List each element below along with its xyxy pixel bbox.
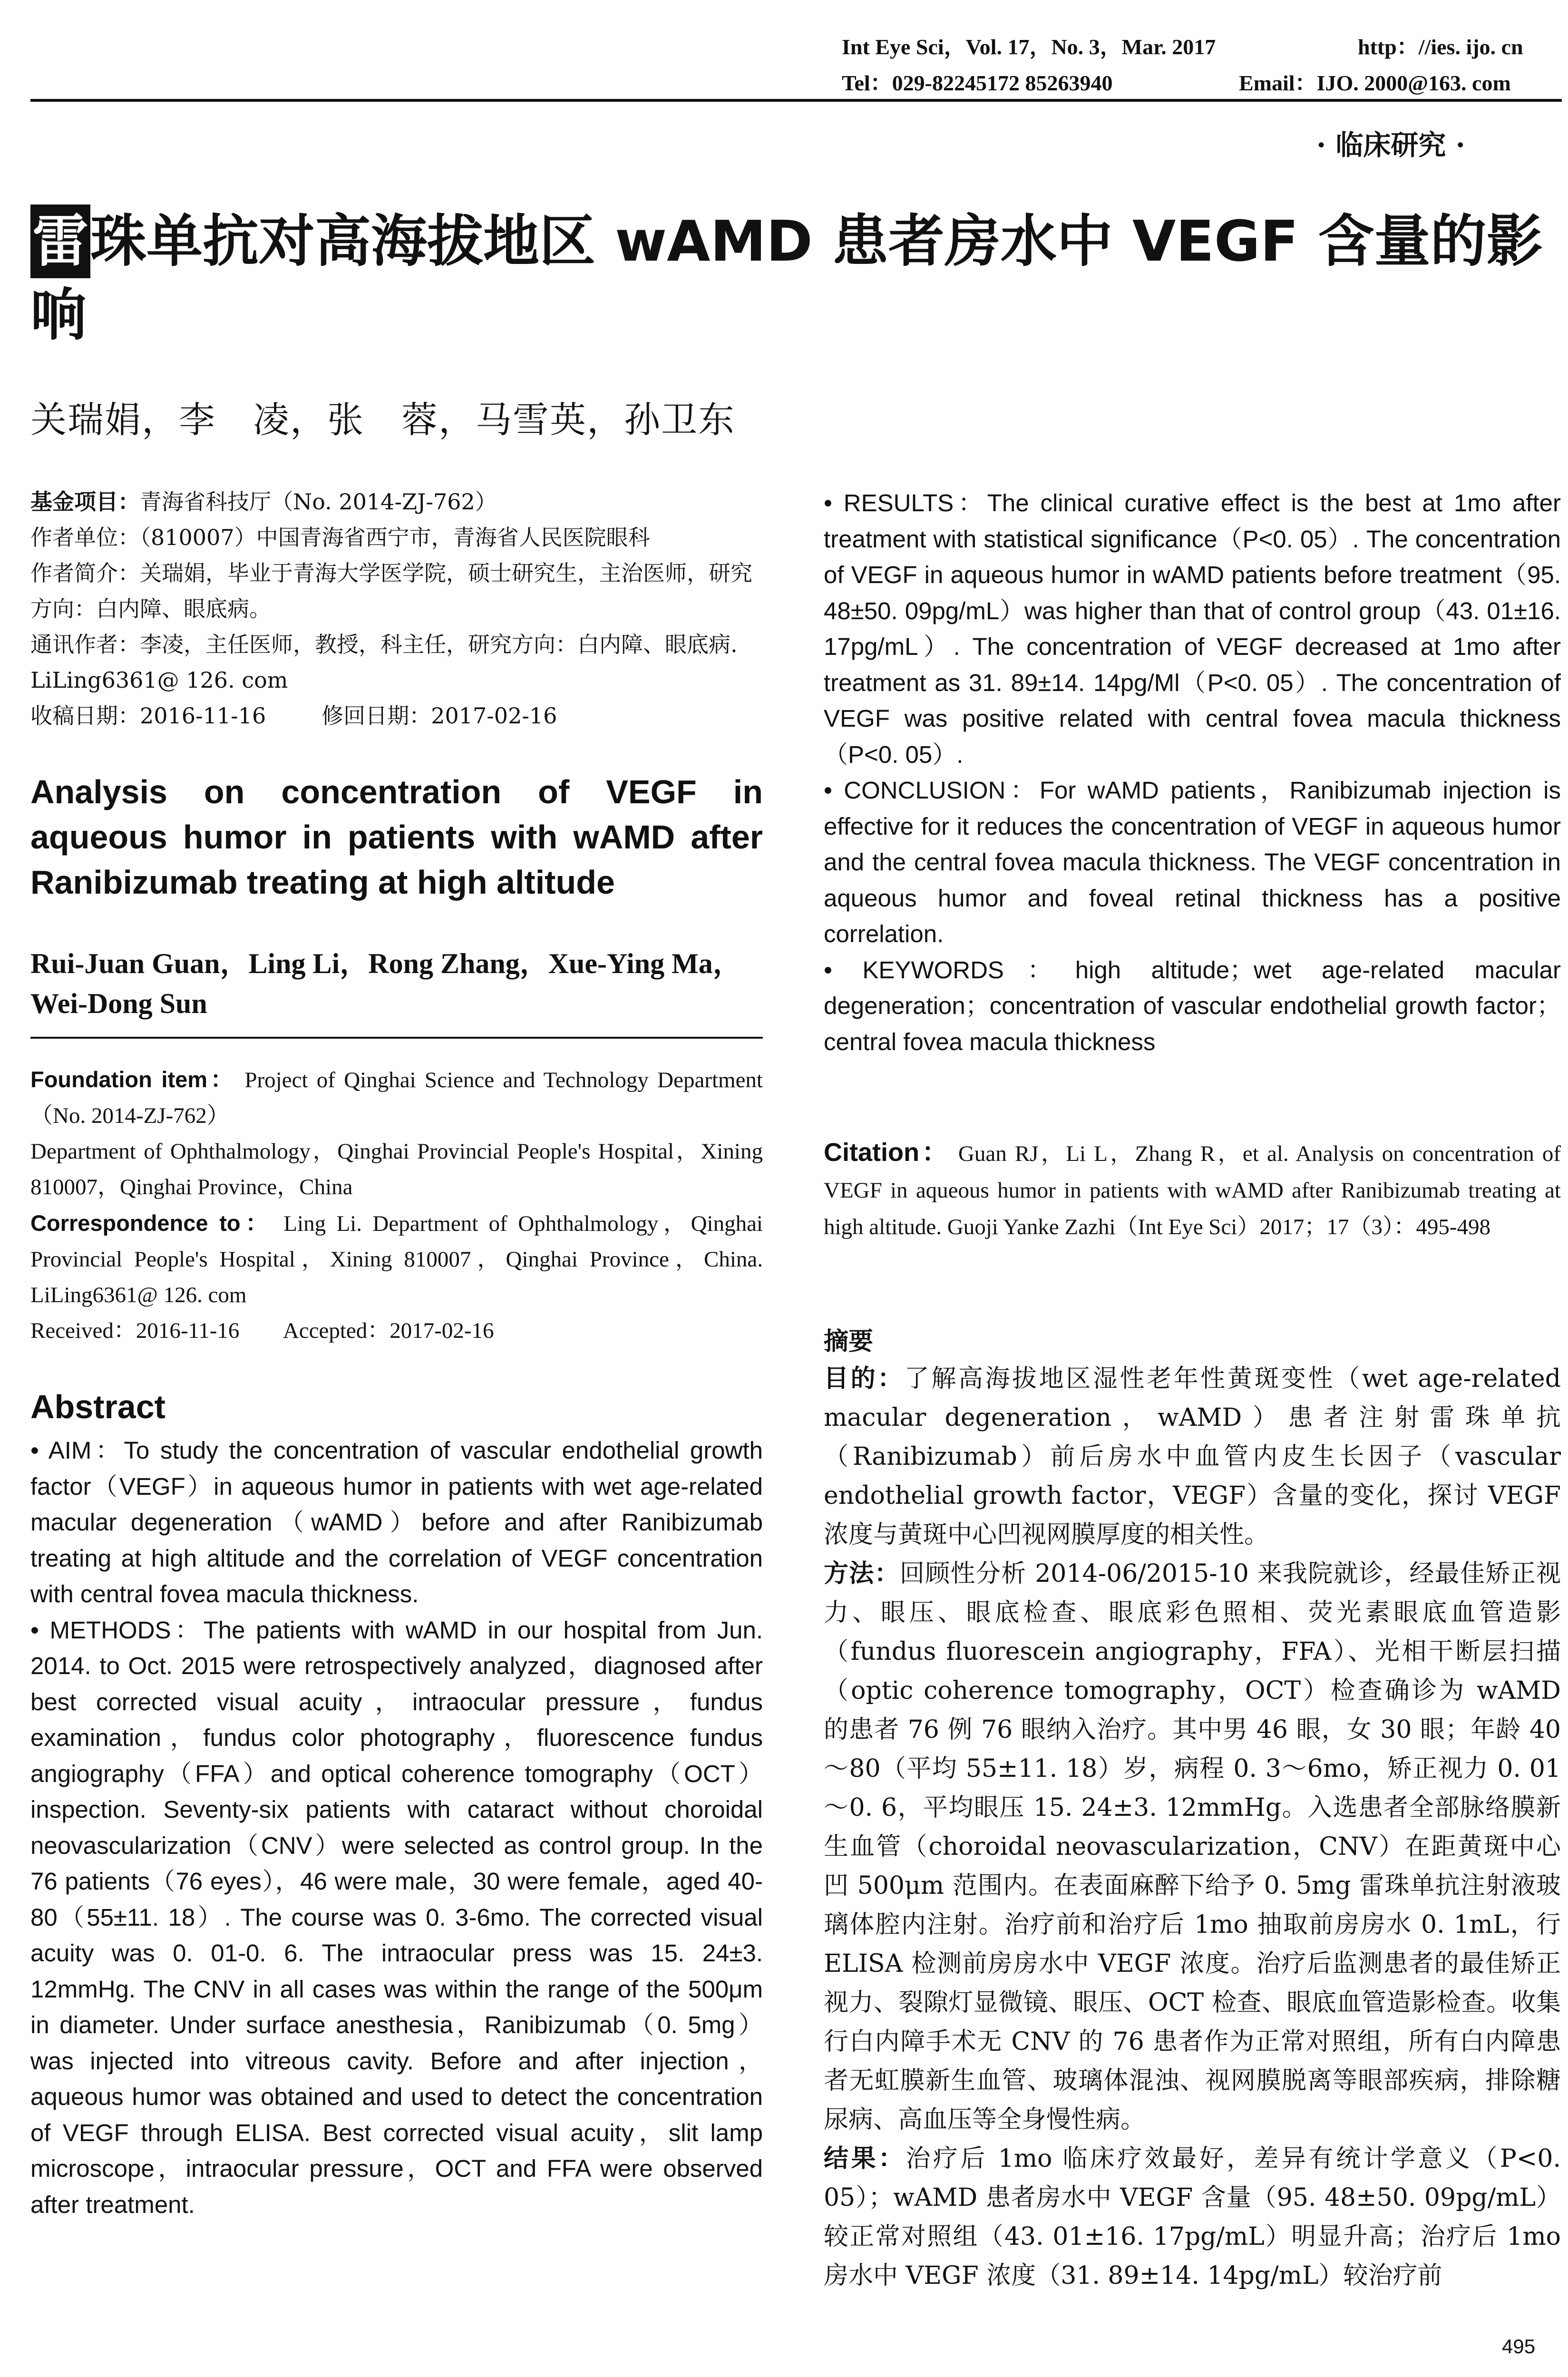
citation-label: Citation： [824,1138,950,1167]
title-rest: 珠单抗对高海拔地区 wAMD 患者房水中 VEGF 含量的影响 [30,208,1543,348]
abstract-en-left [30,1432,763,2222]
title-first-char: 雷 [30,205,90,278]
journal-tel: Tel：029-82245172 85263940 [842,71,1113,95]
page-number: 495 [1502,2335,1536,2358]
citation-text: Guan RJ，Li L，Zhang R，et al. Analysis on concentration of VEGF in aqueous humor in patients with wAMD after Ranibizumab treating at high altitude. Guoji Yanke Zazhi（Int Eye Sci）2017；17（3）：495-498 [824,1141,1561,1239]
abstract-results: • RESULTS：The clinical curative effect is the best at 1mo after treatment with statistical significance（P<0. 05）. The concentration of VEGF in aqueous humor in wAMD patients before treatment（95. 48±50. 09pg/mL）was higher than that of control group（43. 01±16. 17pg/mL）. The concentration of VEGF decreased at 1mo after treatment as 31. 89±14. 14pg/Ml（P<0. 05）. The concentration of VEGF was positive related with central fovea macula thickness（P<0. 05）. [824,489,1561,768]
abstract-methods: • METHODS：The patients with wAMD in our hospital from Jun. 2014. to Oct. 2015 were retrospectively analyzed，diagnosed after best corrected visual acuity，intraocular pressure，fundus examination，fundus color photography，fluorescence fundus angiography（FFA）and optical coherence tomography（OCT）inspection. Seventy-six patients with cataract without choroidal neovascularization（CNV）were selected as control group. In the 76 patients（76 eyes），46 were male，30 were female，aged 40-80（55±11. 18）. The course was 0. 3-6mo. The corrected visual acuity was 0. 01-0. 6. The intraocular press was 15. 24±3. 12mmHg. The CNV in all cases was within the range of the 500μm in diameter. Under surface anesthesia，Ranibizumab（0. 5mg）was injected into vitreous cavity. Before and after injection，aqueous humor was obtained and used to detect the concentration of VEGF through ELISA. Best corrected visual acuity，slit lamp microscope，intraocular pressure，OCT and FFA were observed after treatment. [30,1616,763,2218]
abstract-heading-en: Abstract [30,1388,166,1425]
unit-zh: 作者单位：（810007）中国青海省西宁市，青海省人民医院眼科 [30,525,650,550]
authors-zh: 关瑞娟，李 凌，张 蓉，马雪英，孙卫东 [30,399,735,441]
journal-info: Int Eye Sci，Vol. 17，No. 3，Mar. 2017 [842,35,1216,59]
correspondence-en: Correspondence to： Ling Li. Department of Ophthalmology，Qinghai Provincial People's Hospital，Xining 810007，Qinghai Province，China. LiLing6361@ 126. com [30,1210,763,1307]
foundation-zh: 基金项目：青海省科技厅（No. 2014-ZJ-762） [30,489,497,515]
meta-zh [30,484,763,734]
article-title-en: Analysis on concentration of VEGF in aqueous humor in patients with wAMD after Ranibizumab treating at high altitude [30,773,763,901]
foundation-label-zh: 基金项目： [30,489,140,515]
department-en: Department of Ophthalmology，Qinghai Provincial People's Hospital，Xining 810007，Qinghai Province，China [30,1139,763,1199]
profile-zh: 作者简介：关瑞娟，毕业于青海大学医学院，硕士研究生，主治医师，研究方向：白内障、眼底病。 [30,560,752,622]
journal-website: http：//ies. ijo. cn [1358,35,1523,59]
article-title-zh [30,205,1562,352]
abstract-en-right [824,485,1561,1060]
foundation-en: Foundation item： Project of Qinghai Science and Technology Department（No. 2014-ZJ-762） [30,1067,763,1128]
abstract-aim: • AIM：To study the concentration of vascular endothelial growth factor（VEGF）in aqueous humor in patients with wet age-related macular degeneration（wAMD）before and after Ranibizumab treating at high altitude and the correlation of VEGF concentration with central fovea macula thickness. [30,1437,763,1607]
abstract-zh [824,1359,1561,2295]
abstract-zh-results: 结果：治疗后 1mo 临床疗效最好，差异有统计学意义（P<0. 05）；wAMD 患者房水中 VEGF 含量（95. 48±50. 09pg/mL）较正常对照组（43. 01±16. 17pg/mL）明显升高；治疗后 1mo 房水中 VEGF 浓度（31. 89±14. 14pg/mL）较治疗前 [824,2144,1561,2290]
abstract-conclusion: • CONCLUSION：For wAMD patients，Ranibizumab injection is effective for it reduces the concentration of VEGF in aqueous humor and the central fovea macula thickness. The VEGF concentration in aqueous humor and foveal retinal thickness has a positive correlation. [824,777,1561,947]
meta-en [30,1062,763,1349]
citation [824,1134,1561,1246]
authors-en: Rui-Juan Guan，Ling Li，Rong Zhang，Xue-Ying Ma，Wei-Dong Sun [30,948,741,1019]
abstract-zh-aim: 目的：了解高海拔地区湿性老年性黄斑变性（wet age-related macular degeneration，wAMD）患者注射雷珠单抗（Ranibizumab）前后房水中血管内皮生长因子（vascular endothelial growth factor，VEGF）含量的变化，探讨 VEGF 浓度与黄斑中心凹视网膜厚度的相关性。 [824,1364,1561,1549]
foundation-label-en: Foundation item： [30,1067,236,1092]
abstract-keywords: • KEYWORDS：high altitude；wet age-related macular degeneration；concentration of vascular endothelial growth factor；central fovea macula thickness [824,956,1561,1055]
abstract-zh-methods: 方法：回顾性分析 2014-06/2015-10 来我院就诊，经最佳矫正视力、眼压、眼底检查、眼底彩色照相、荧光素眼底血管造影（fundus fluorescein angiography，FFA）、光相干断层扫描（optic coherence tomography，OCT）检查确诊为 wAMD 的患者 76 例 76 眼纳入治疗。其中男 46 眼，女 30 眼；年龄 40～80（平均 55±11. 18）岁，病程 0. 3～6mo，矫正视力 0. 01～0. 6，平均眼压 15. 24±3. 12mmHg。入选患者全部脉络膜新生血管（choroidal neovascularization，CNV）在距黄斑中心凹 500μm 范围内。在表面麻醉下给予 0. 5mg 雷珠单抗注射液玻璃体腔内注射。治疗前和治疗后 1mo 抽取前房房水 0. 1mL，行 ELISA 检测前房房水中 VEGF 浓度。治疗后监测患者的最佳矫正视力、裂隙灯显微镜、眼压、OCT 检查、眼底血管造影检查。收集行白内障手术无 CNV 的 76 患者作为正常对照组，所有白内障患者无虹膜新生血管、玻璃体混浊、视网膜脱离等眼部疾病，排除糖尿病、高血压等全身慢性病。 [824,1559,1561,2134]
abstract-heading-zh: 摘要 [824,1327,874,1356]
section-tag: · 临床研究 · [1316,129,1465,161]
dates-zh: 收稿日期：2016-11-16 修回日期：2017-02-16 [30,703,557,729]
correspondence-zh: 通讯作者：李凌，主任医师，教授，科主任，研究方向：白内障、眼底病. LiLing6361@ 126. com [30,632,738,693]
journal-email: Email：IJO. 2000@163. com [1239,71,1511,95]
column-rule [30,1037,763,1039]
header-rule [30,99,1562,102]
correspondence-label-en: Correspondence to： [30,1210,273,1236]
dates-en: Received：2016-11-16 Accepted：2017-02-16 [30,1318,494,1343]
